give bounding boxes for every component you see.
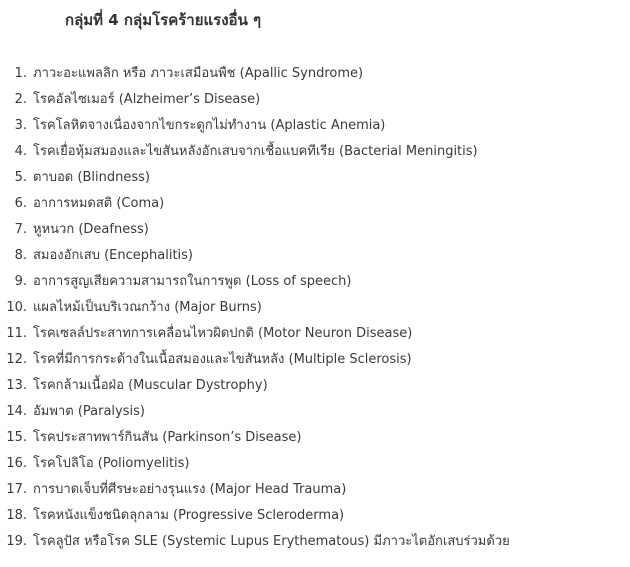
item-number: 14. [6, 404, 27, 419]
list-item [0, 269, 510, 295]
list-item [0, 295, 510, 321]
item-text: โรคเซลล์ประสาทการเคลื่อนไหวผิดปกติ (Motor Neuron Disease) [33, 326, 413, 341]
disease-list [0, 61, 510, 555]
item-number: 19. [6, 534, 27, 549]
section-title: กลุ่มที่ 4 กลุ่มโรคร้ายแรงอื่น ๆ [65, 11, 262, 29]
item-number: 9. [14, 274, 27, 289]
list-item [0, 373, 510, 399]
list-item [0, 529, 510, 555]
item-text: หูหนวก (Deafness) [33, 222, 149, 237]
item-text: โรคลูปัส หรือโรค SLE (Systemic Lupus Erythematous) มีภาวะไตอักเสบร่วมด้วย [33, 534, 510, 549]
item-number: 18. [6, 508, 27, 523]
item-text: โรคอัลไซเมอร์ (Alzheimer’s Disease) [33, 92, 261, 107]
item-text: ภาวะอะแพลลิก หรือ ภาวะเสมือนพืช (Apallic Syndrome) [33, 66, 364, 81]
item-number: 15. [6, 430, 27, 445]
item-number: 6. [14, 196, 27, 211]
list-item [0, 477, 510, 503]
list-item [0, 191, 510, 217]
item-number: 10. [6, 300, 27, 315]
item-text: การบาดเจ็บที่ศีรษะอย่างรุนแรง (Major Head Trauma) [33, 482, 347, 497]
list-item [0, 139, 510, 165]
item-number: 2. [14, 92, 27, 107]
list-item [0, 61, 510, 87]
item-text: โรคโลหิตจางเนื่องจากไขกระดูกไม่ทำงาน (Aplastic Anemia) [33, 118, 386, 133]
list-item [0, 243, 510, 269]
item-text: สมองอักเสบ (Encephalitis) [33, 248, 194, 263]
list-item [0, 165, 510, 191]
list-item [0, 347, 510, 373]
list-item [0, 451, 510, 477]
item-number: 13. [6, 378, 27, 393]
item-text: ตาบอด (Blindness) [33, 170, 150, 185]
list-item [0, 113, 510, 139]
list-item [0, 217, 510, 243]
item-text: โรคหนังแข็งชนิดลุกลาม (Progressive Scleroderma) [33, 508, 345, 523]
item-number: 5. [14, 170, 27, 185]
item-number: 17. [6, 482, 27, 497]
item-number: 4. [14, 144, 27, 159]
item-number: 1. [14, 66, 27, 81]
item-text: อาการหมดสติ (Coma) [33, 196, 165, 211]
list-item [0, 321, 510, 347]
item-number: 3. [14, 118, 27, 133]
list-item [0, 503, 510, 529]
list-item [0, 425, 510, 451]
item-number: 8. [14, 248, 27, 263]
list-item [0, 399, 510, 425]
item-number: 12. [6, 352, 27, 367]
item-number: 7. [14, 222, 27, 237]
item-number: 16. [6, 456, 27, 471]
item-number: 11. [6, 326, 27, 341]
item-text: อาการสูญเสียความสามารถในการพูด (Loss of speech) [33, 274, 352, 289]
item-text: แผลไหม้เป็นบริเวณกว้าง (Major Burns) [33, 300, 262, 315]
item-text: โรคประสาทพาร์กินสัน (Parkinson’s Disease) [33, 430, 302, 445]
item-text: โรคเยื่อหุ้มสมองและไขสันหลังอักเสบจากเชื้อแบคทีเรีย (Bacterial Meningitis) [33, 144, 478, 159]
list-item [0, 87, 510, 113]
item-text: โรคที่มีการกระด้างในเนื้อสมองและไขสันหลัง (Multiple Sclerosis) [33, 352, 412, 367]
item-text: โรคกล้ามเนื้อฝ่อ (Muscular Dystrophy) [33, 378, 268, 393]
item-text: โรคโปลิโอ (Poliomyelitis) [33, 456, 190, 471]
item-text: อัมพาต (Paralysis) [33, 404, 145, 419]
